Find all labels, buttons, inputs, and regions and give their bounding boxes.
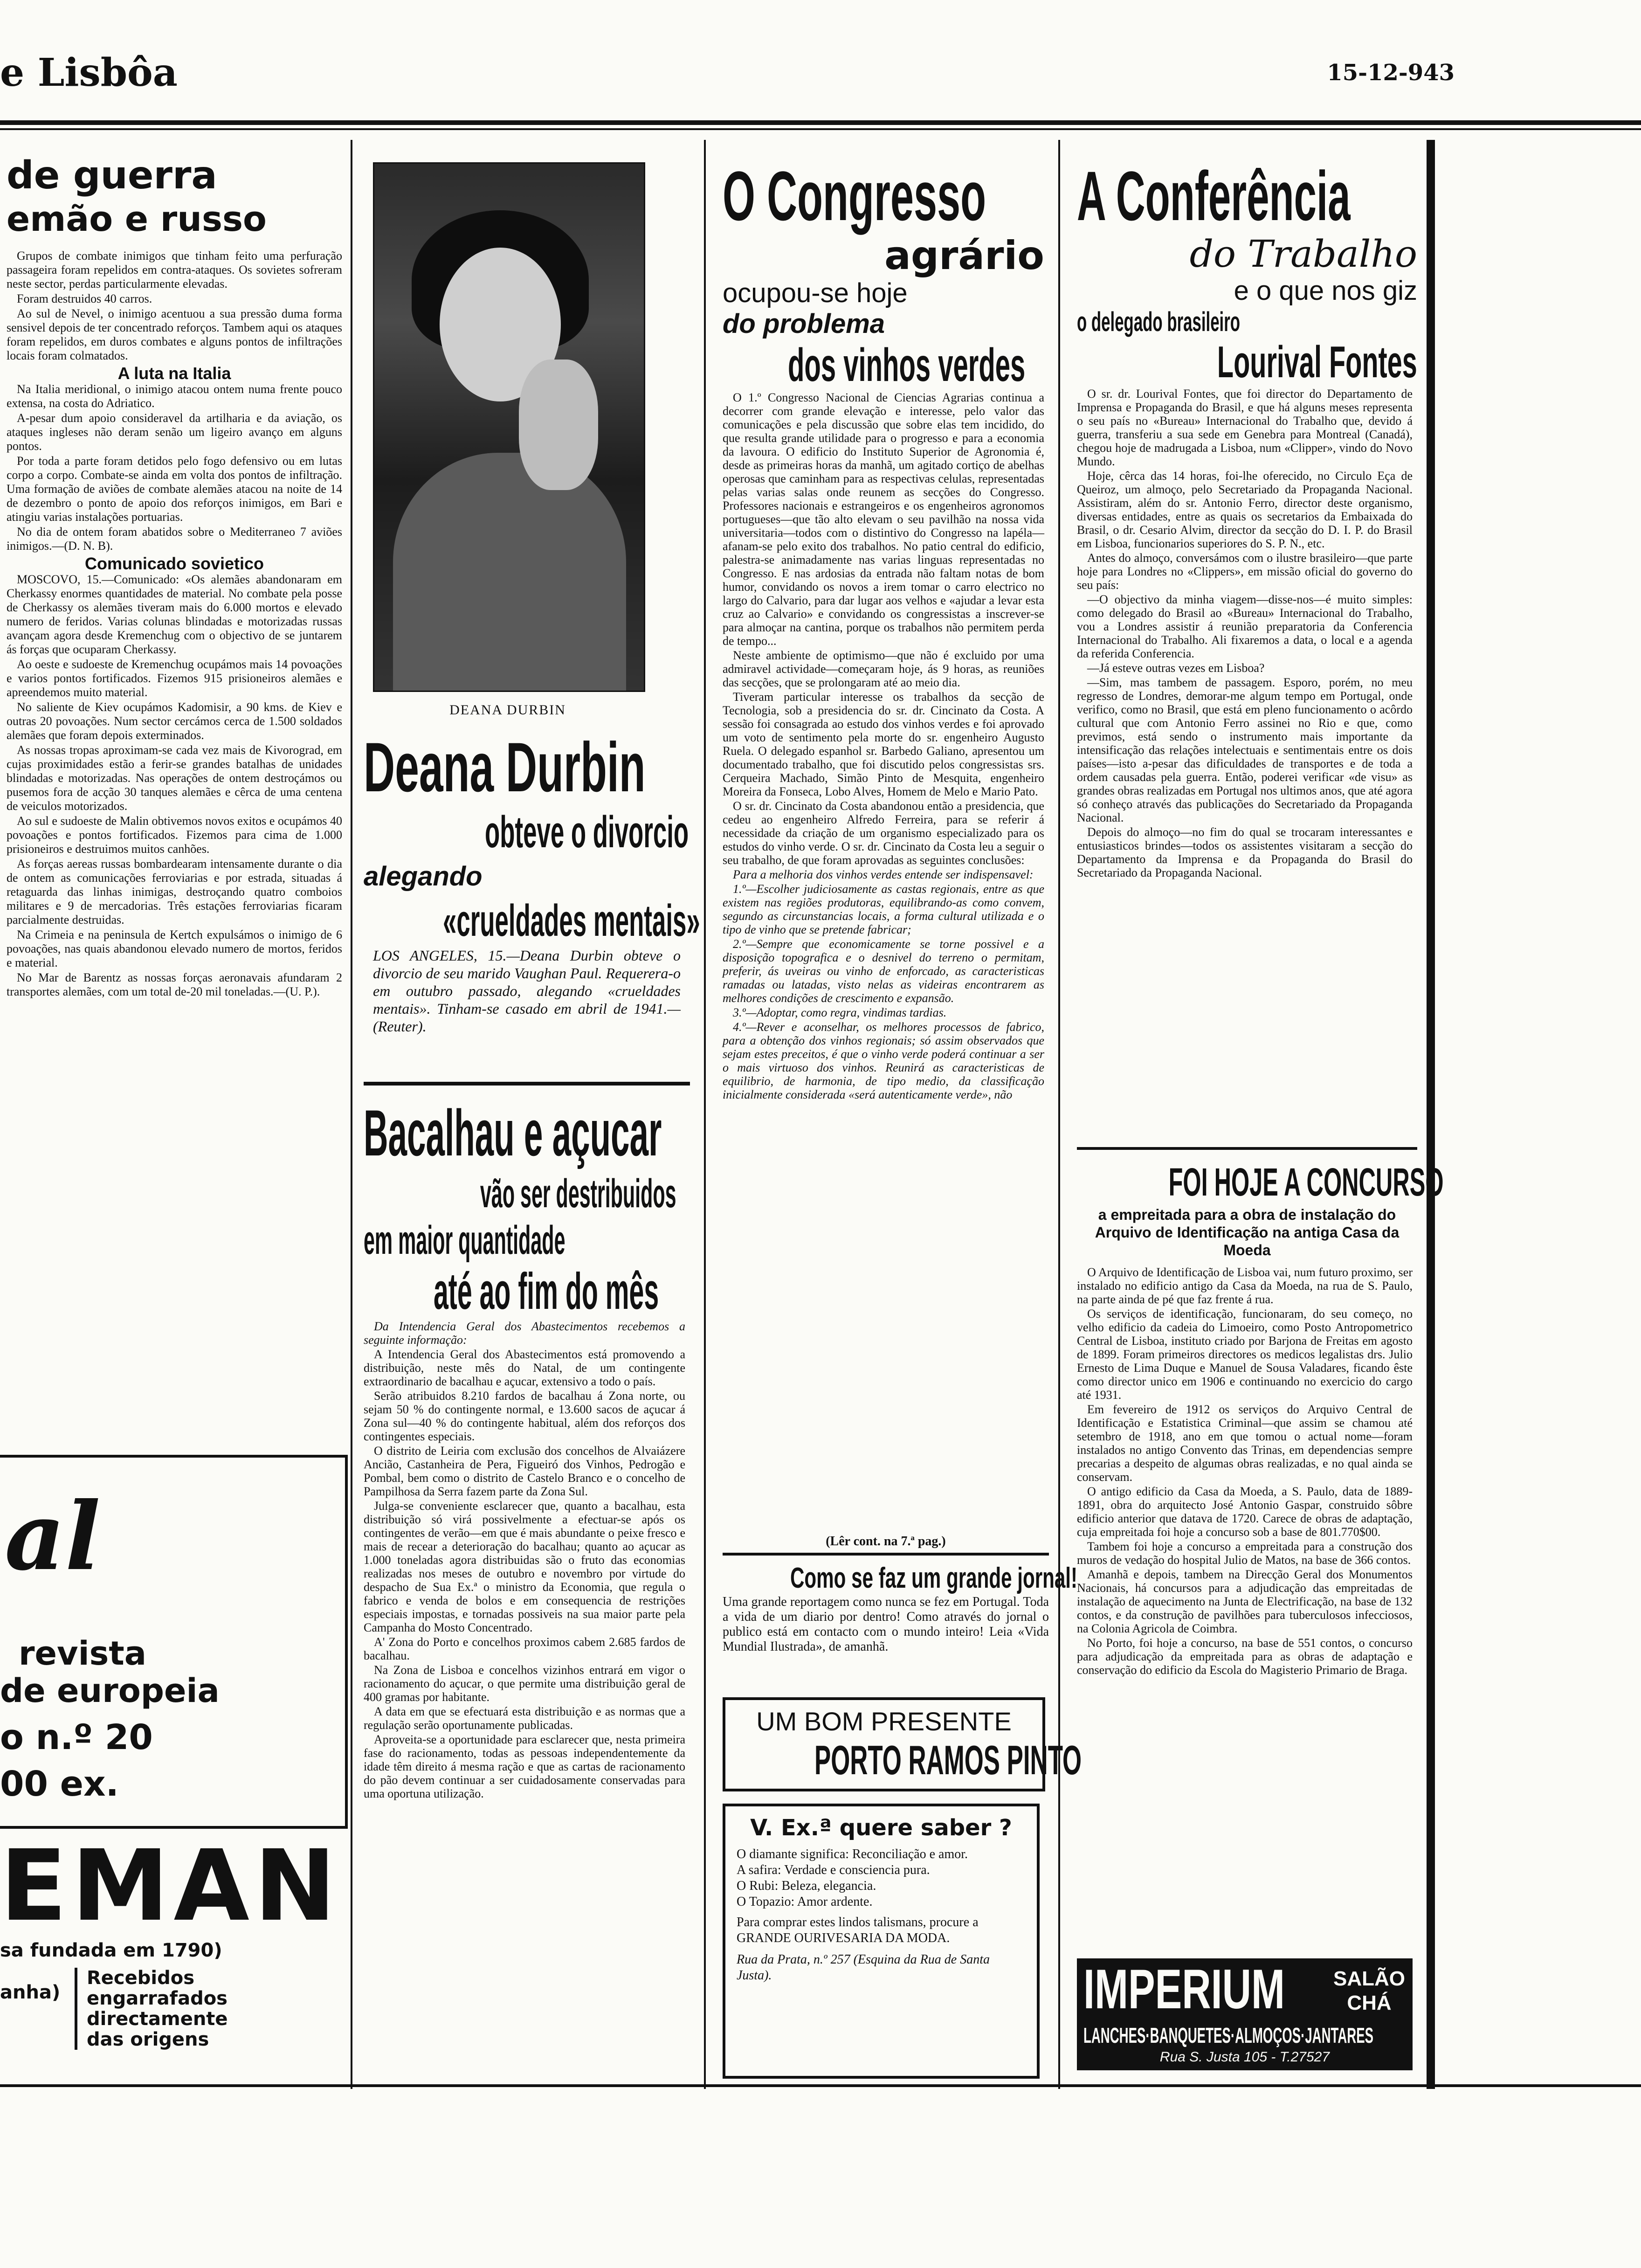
conferencia-para: —Sim, mas tambem de passagem. Esporo, porém, no meu regresso de Londres, demorar-me algum tempo em Portugal, onde verifico, como no Brasil, que está em pleno funcionamento o acôrdo cultural que com Antonio Ferro assinei no Rio e que, como previmos, está sendo o instrumento mais importante da intensificação das relações intelectuais e sentimentais entre os dois países—isto a-pesar das dificuldades de transportes e de toda a ordem causadas pela guerra. Então, poderei verificar «de visu» as grandes obras realizadas em Portugal nos ultimos anos, que até agora só conheço através das publicações do Secretariado da Propaganda Nacional. [1077, 676, 1413, 824]
war-para: Ao oeste e sudoeste de Kremenchug ocupámos mais 14 povoações e varios pontos fortificados. Fizemos 915 prisioneiros alemães e apreendemos muito material. [7, 657, 342, 699]
eman-ad-right-line: directamente [87, 2008, 228, 2030]
war-para: No dia de ontem foram abatidos sobre o Mediterraneo 7 aviões inimigos.—(D. N. B). [7, 525, 342, 553]
bacalhau-para: A' Zona do Porto e concelhos proximos cabem 2.685 fardos de bacalhau. [364, 1635, 685, 1662]
conferencia-sub2: e o que nos giz [1234, 276, 1417, 306]
concurso-para: No Porto, foi hoje a concurso, na base de 551 contos, o concurso para adjudicação da empreitada para as obras de adaptação e conservação do edificio da Escola do Magisterio Primario de Braga. [1077, 1636, 1413, 1677]
imperium-side-line: SALÃO [1333, 1967, 1405, 1990]
war-para: Na Italia meridional, o inimigo atacou ontem numa frente pouco extensa, na costa do Adriatico. [7, 382, 342, 410]
concurso-para: Amanhã e depois, tambem na Direcção Geral dos Monumentos Nacionais, há concursos para a adjudicação das empreitadas de instalação de aquecimento na Junta de Electrificação, na base de 132 contos, e da construção de pavilhões para tuberculosos infecciosos, na Colonia Agricola de Coimbra. [1077, 1568, 1413, 1635]
concurso-sub: a empreitada para a obra de instalação do Arquivo de Identificação na antiga Casa da Moeda [1095, 1206, 1400, 1258]
imperium-services: LANCHES·BANQUETES·ALMOÇOS·JANTARES [1083, 2023, 1374, 2047]
war-para: No Mar de Barentz as nossas forças aeronavais afundaram 2 transportes alemães, com um total de-20 mil toneladas.—(U. P.). [7, 971, 342, 998]
deana-sub2: alegando [364, 861, 483, 892]
revista-ad-logo: al [5, 1482, 101, 1591]
conferencia-sub4: Lourival Fontes [1217, 337, 1417, 387]
congresso-sub1: agrário [884, 233, 1044, 278]
bacalhau-para: A data em que se efectuará esta distribuição e as normas que a regulação serão oportunamente publicadas. [364, 1705, 685, 1732]
deana-durbin-photo [373, 162, 645, 692]
eman-ad-right-line: das origens [87, 2029, 209, 2050]
concurso-para: Os serviços de identificação, funcionaram, do seu começo, no velho edificio da cadeia do Limoeiro, como Posto Antropometrico Central de Lisboa, instituto criado por Barjona de Freitas em agosto de 1899. Foram primeiros directores os medicos legalistas drs. Julio Ernesto de Lima Duque e Manuel de Sousa Valadares, ficando êste como director unico em 1906 e continuando no exercicio do cargo até 1931. [1077, 1307, 1413, 1402]
ourivesaria-address: Rua da Prata, n.º 257 (Esquina da Rua de Santa Justa). [737, 1952, 990, 1983]
concurso-para: Em fevereiro de 1912 os serviços do Arquivo Central de Identificação e Estatistica Criminal—que assim se chamou até setembro de 1918, ano em que tomou o actual nome—foram instalados no antigo Convento das Trinas, em dependencias sempre precarias a despeito de algumas obras realizadas, e no qual ainda se conservam. [1077, 1403, 1413, 1484]
ourivesaria-line: O Topazio: Amor ardente. [737, 1895, 873, 1909]
column-rule [704, 140, 706, 2089]
article-bacalhau [364, 1096, 695, 1801]
ourivesaria-title: V. Ex.ª quere saber ? [750, 1815, 1012, 1841]
promo-body: Uma grande reportagem como nunca se fez em Portugal. Toda a vida de um diario por dentro! Como através do jornal o publico está em contacto com o mundo inteiro! Leia «Vida Mundial Ilustrada», de amanhã. [723, 1595, 1049, 1654]
bacalhau-sub1: vão ser destribuidos [480, 1171, 676, 1216]
bacalhau-para: O distrito de Leiria com exclusão dos concelhos de Alvaiázere Ancião, Castanheira de Pera, Figueiró dos Vinhos, Pedrogão e Pombal, bem como o distrito de Castelo Branco e o concelho de Pampilhosa da Serra fazem parte da Zona Sul. [364, 1444, 685, 1498]
conferencia-sub1: do Trabalho [1189, 232, 1417, 276]
bacalhau-para: A Intendencia Geral dos Abastecimentos está promovendo a distribuição, neste mês do Natal, de um contingente extraordinario de bacalhau e açucar, extensivo a todo o país. [364, 1348, 685, 1388]
ourivesaria-line: O Rubi: Beleza, elegancia. [737, 1879, 876, 1893]
congresso-conclusion: 2.º—Sempre que economicamente se torne possivel e a disposição topografica e o desnivel do terreno o permitam, preferir, ás uveiras ou vinho de enforcado, as caracteristicas ramadas ou latadas, visto nelas as videiras encontrarem as melhores condições de crescimento e expansão. [723, 937, 1044, 1005]
column-rule [351, 140, 352, 2089]
ad-line-2: PORTO RAMOS PINTO [814, 1737, 1082, 1783]
congresso-para: O sr. dr. Cincinato da Costa abandonou então a presidencia, que cedeu ao engenheiro Alfredo Ferreira, para se referir á necessidade da criação de um organismo especializado para os estudos do vinho verde. O sr. dr. Cincinato da Costa leu a seguir o seu trabalho, de que foram aprovadas as seguintes conclusões: [723, 799, 1044, 867]
congresso-para: Tiveram particular interesse os trabalhos da secção de Tecnologia, sob a presidencia do sr. dr. Cincinato da Costa. A sessão foi consagrada ao estudo dos vinhos verdes e foi aprovado um voto de sentimento pela morte do sr. engenheiro Augusto Ruela. O delegado espanhol sr. Barbedo Galiano, apresentou um documentado trabalho, que foi discutido pelos congressistas srs. Cerqueira Machado, Simão Pinto de Mesquita, engenheiro Moreira da Fonseca, Lobo Alves, Homem de Melo e Mario Pato. [723, 690, 1044, 798]
ad-line-1: UM BOM PRESENTE [756, 1707, 1012, 1736]
eman-ad [0, 1829, 345, 2094]
congresso-sub4: dos vinhos verdes [788, 339, 1026, 391]
deana-body: LOS ANGELES, 15.—Deana Durbin obteve o divorcio de seu marido Vaughan Paul. Requerera-o em outubro passado, alegando «crueldades mentais». Tinham-se casado em abril de 1941.—(Reuter). [373, 947, 681, 1035]
congresso-body [723, 391, 1044, 1101]
war-para: Ao sul e sudoeste de Malin obtivemos novos exitos e ocupámos 40 povoações e pontos fortificados. Fizemos para cima de 1.000 prisioneiros e destruimos muitos canhões. [7, 814, 342, 856]
congresso-conclusion: 3.º—Adoptar, como regra, vindimas tardias. [733, 1006, 947, 1019]
congresso-sub2: ocupou-se hoje [723, 278, 908, 308]
bacalhau-sub2: em maior quantidade [364, 1218, 565, 1263]
header-rule [0, 120, 1641, 125]
war-para: No saliente de Kiev ocupámos Kadomisir, a 90 kms. de Kiev e outras 20 povoações. Num sector cercámos cerca de 1.500 soldados alemães que foram depois exterminados. [7, 700, 342, 742]
revista-ad-line: 00 ex. [0, 1764, 119, 1804]
war-para: A-pesar dum apoio consideravel da artilharia e da aviação, os ataques ingleses não deram senão um ligeiro avanço em alguns pontos. [7, 411, 342, 453]
bacalhau-para: Aproveita-se a oportunidade para esclarecer que, nesta primeira fase do racionamento, todas as pessoas independentemente da idade têm direito á mesma ração e que as cartas de racionamento do pão devem continuar a ser cuidadosamente conservadas para uma oportuna utilização. [364, 1733, 685, 1800]
imperium-side-line: CHÁ [1347, 1991, 1392, 2014]
promo-title: Como se faz um grande jornal! [790, 1562, 1078, 1594]
war-para: Grupos de combate inimigos que tinham feito uma perfuração passageira foram repelidos em contra-ataques. Os sovietes sofreram neste sector, perdas particularmente elevadas. [7, 249, 342, 290]
eman-ad-right-line: engarrafados [87, 1988, 228, 2009]
conferencia-body [1077, 387, 1413, 879]
bacalhau-para: Na Zona de Lisboa e concelhos vizinhos entrará em vigor o racionamento do açucar, o que permite uma distribuição geral de 400 gramas por habitante. [364, 1663, 685, 1704]
bacalhau-intro: Da Intendencia Geral dos Abastecimentos recebemos a seguinte informação: [364, 1320, 685, 1347]
war-para: Ao sul de Nevel, o inimigo acentuou a sua pressão duma forma sensivel depois de ter concentrado reforços. Tambem aqui os ataques foram repelidos, em duros combates e alguns pontos de infiltrações locais foram colmatados. [7, 307, 342, 362]
photo-caption: DEANA DURBIN [449, 702, 566, 718]
concurso-body [1077, 1265, 1413, 1677]
imperium-address: Rua S. Justa 105 - T.27527 [1159, 2049, 1330, 2065]
bacalhau-sub3: até ao fim do mês [434, 1263, 659, 1320]
deana-sub1: obteve o divorcio [485, 807, 689, 857]
imperium-side [1333, 1967, 1405, 2015]
right-page-border [1427, 140, 1435, 2089]
concurso-para: O Arquivo de Identificação de Lisboa vai, num futuro proximo, ser instalado no edificio antigo da Casa da Moeda, na rua de S. Paulo, na parte ainda de pé que faz frente á rua. [1077, 1265, 1413, 1306]
congresso-continued: (Lêr cont. na 7.ª pag.) [826, 1534, 946, 1549]
imperium-ad [1077, 1958, 1413, 2070]
header-rule-thin [0, 128, 1641, 130]
newspaper-title: e Lisbôa [0, 50, 178, 95]
ourivesaria-line: Para comprar estes lindos talismans, procure a GRANDE OURIVESARIA DA MODA. [737, 1915, 979, 1945]
article-concurso [1077, 1160, 1444, 1678]
congresso-headline: O Congresso [723, 157, 986, 235]
bacalhau-para: Julga-se conveniente esclarecer que, quanto a bacalhau, esta distribuição só virá possivelmente a efectuar-se após os contingentes de verão—em que é mais abundante o peixe fresco e mais de recear a deterioração do bacalhau; quanto ao açucar as 1.000 toneladas agora distribuidas são o fruto das economias realizadas nos meses de outubro e novembro por virtude do despacho de Sua Ex.ª o ministro da Economia, que regula o fabrico e venda de bolos e em consequencia de restrições especiais impostas, e tornadas possiveis na sua maior parte pela Campanha do Mosto Concentrado. [364, 1499, 685, 1634]
concurso-para: Tambem foi hoje a concurso a empreitada para a construção dos muros de vedação do hospital Julio de Matos, na base de 366 contos. [1077, 1540, 1413, 1567]
deana-bottom-rule [364, 1082, 690, 1086]
imperium-brand: IMPERIUM [1083, 1958, 1285, 2020]
eman-ad-right [75, 1968, 228, 2050]
congresso-conclusion: 4.º—Rever e aconselhar, os melhores processos de fabrico, para a obtenção dos vinhos regionais; só assim observados que sejam estes preceitos, é que o vinho verde poderá continuar a ser o mais virtuoso dos vinhos. Reunirá as caracteristicas de equilibrio, de harmonia, de tipo medio, da classificação inicialmente considerada «será autenticamente verde», não [723, 1020, 1044, 1101]
conferencia-para: Hoje, cêrca das 14 horas, foi-lhe oferecido, no Circulo Eça de Queiroz, um almoço, pelo Secretariado da Propaganda Nacional. Assistiram, além do sr. Antonio Ferro, director deste organismo, diversas entidades, entre as quais os secretarios da Embaixada do Brasil, o dr. Cesario Alvim, director da secção do D. I. P. do Brasil em Lisboa, funcionarios superiores do S. P. N., etc. [1077, 469, 1413, 550]
congresso-conclusion: 1.º—Escolher judiciosamente as castas regionais, entre as que existem nas regiões produtoras, equilibrando-as como convem, segundo as circunstancias locais, a forma cultural utilizada e o tipo de vinho que se pretende fabricar; [723, 882, 1044, 936]
ourivesaria-ad [723, 1804, 1040, 2079]
conferencia-para: —O objectivo da minha viagem—disse-nos—é muito simples: como delegado do Brasil ao «Bureau» Internacional do Trabalho, vou a Londres assistir á reunião preparatoria da Conferencia Internacional do Trabalho. Ali fixaremos a data, o local e a agenda da referida Conferencia. [1077, 593, 1413, 660]
congresso-sub3: do problema [723, 309, 885, 339]
congresso-para: Neste ambiente de optimismo—que não é excluido por uma admiravel actividade—começaram hoje, ás 9 horas, as reuniões das secções, que se prolongaram até ao meio dia. [723, 649, 1044, 689]
revista-ad-line: o n.º 20 [0, 1717, 153, 1757]
revista-ad-line: de europeia [0, 1672, 220, 1710]
bacalhau-body [364, 1320, 685, 1800]
issue-date: 15-12-943 [1327, 60, 1455, 86]
deana-headline: Deana Durbin [364, 728, 646, 806]
concurso-para: O antigo edificio da Casa da Moeda, a S. Paulo, data de 1889-1891, obra do arquitecto José Antonio Gaspar, construido sôbre edificio anterior que datava de 1720. Carece de obras de adaptação, cuja empreitada foi hoje a concurso sob a base de 801.770$00. [1077, 1485, 1413, 1539]
eman-ad-founded: sa fundada em 1790) [0, 1940, 222, 1961]
conferencia-para: O sr. dr. Lourival Fontes, que foi director do Departamento de Imprensa e Propaganda do Brasil, e que há alguns meses representa o seu país no «Bureau» Internacional do Trabalho que, devido á guerra, transferiu a sua sede em Genebra para Montreal (Canadá), chegou hoje de madrugada a Lisboa, num «Clipper», vindo do Novo Mundo. [1077, 387, 1413, 468]
ourivesaria-line: A safira: Verdade e consciencia pura. [737, 1863, 930, 1877]
article-congresso [723, 159, 1049, 1102]
war-para: As nossas tropas aproximam-se cada vez mais de Kivorograd, em cujas proximidades estão a ferir-se grandes batalhas de unidades blindadas e motorizadas. Nas operações de ontem destroçámos ou pusemos fora de acção 30 tanques alemães e cêrca de uma centena de veiculos motorizados. [7, 743, 342, 813]
conferencia-sub3: o delegado brasileiro [1077, 307, 1241, 337]
war-para: MOSCOVO, 15.—Comunicado: «Os alemães abandonaram em Cherkassy enormes quantidades de material. No combate pela posse de Cherkassy os alemães tiveram mais do 6.000 mortos e elevado numero de feridos. Varias colunas blindadas e motorizadas russas avançam agora desde Kremenchug com o objectivo de se juntarem ás forças que ocuparam Cherkassy. [7, 573, 342, 656]
war-para: As forças aereas russas bombardearam intensamente durante o dia de ontem as comunicações ferroviarias e por estrada, situadas á retaguarda das linhas inimigas, destroçando quatro comboios militares e 9 de mercadorias. Três estações ferroviarias ficaram parcialmente destruidas. [7, 857, 342, 927]
column-rule [1058, 140, 1060, 2089]
war-para: Na Crimeia e na peninsula de Kertch expulsámos o inimigo de 6 povoações, nas quais abandonou elevado numero de mortos, feridos e material. [7, 928, 342, 969]
ramos-pinto-ad [723, 1697, 1082, 1791]
section-rule [723, 1553, 1049, 1556]
conferencia-para: Depois do almoço—no fim do qual se trocaram interessantes e entusiasticos brindes—todos os assistentes visitaram a secção do Departamento da Imprensa e da Propaganda do Brasil do Secretariado da Propaganda Nacional. [1077, 825, 1413, 879]
eman-ad-brand: EMAN [0, 1829, 341, 1943]
conferencia-headline: A Conferência [1077, 157, 1351, 235]
congresso-para: O 1.º Congresso Nacional de Ciencias Agrarias continua a decorrer com grande elevação e interesse, pelo valor das comunicações e pela discussão que sobre elas tem incidido, do que resulta grande utilidade para o progresso e para a economia da lavoura. O edificio do Instituto Superior de Agronomia é, desde as primeiras horas da manhã, um agitado cortiço de abelhas operosas que caminham para as respectivas celulas, representadas pelas varias salas onde reunem as secções do Congresso. Professores nacionais e estrangeiros e os engenheiros agronomos portugueses—que tão alto elevam o seu pavilhão na nossa vida universitaria—todos com o distintivo do Congresso na lapéla—afanam-se pelo exito dos trabalhos. No patio central do edificio, palestra-se animadamente nas varias linguas representadas no Congresso. E nas ardosias da entrada não faltam notas de bom humor, convidando os novos a irem tomar o carro electrico no largo do Calvario, para dar lugar aos velhos e «ajudar a levar esta cruz ao Calvario» e convidando os congressistas a inscrever-se para almoçar na cantina, porque os trabalhos não permitem perda de tempo... [723, 391, 1044, 648]
column-war-news [7, 154, 342, 1000]
photo-body [393, 453, 626, 692]
article-conferencia [1077, 159, 1417, 880]
bacalhau-para: Serão atribuidos 8.210 fardos de bacalhau á Zona norte, ou sejam 50 % do contingente normal, e 13.600 sacos de açucar á Zona sul—40 % do contingente habitual, além dos reforços dos contingentes especiais. [364, 1389, 685, 1443]
congresso-conclusion: Para a melhoria dos vinhos verdes entende ser indispensavel: [733, 868, 1034, 881]
revista-ad-line: revista [19, 1634, 146, 1673]
subhead-italia: A luta na Italia [117, 364, 231, 383]
promo-box [723, 1562, 1078, 1654]
concurso-title: FOI HOJE A CONCURSO [1168, 1160, 1444, 1204]
photo-hand [519, 360, 598, 490]
conferencia-para: —Já esteve outras vezes em Lisboa? [1087, 661, 1265, 675]
revista-ad [0, 1455, 348, 1829]
section-rule [1077, 1147, 1417, 1150]
deana-sub3: «crueldades mentais» [443, 896, 700, 946]
eman-ad-right-line: Recebidos [87, 1967, 195, 1989]
bacalhau-headline: Bacalhau e açucar [364, 1096, 662, 1169]
ourivesaria-body [737, 1846, 1026, 1984]
war-para: Foram destruidos 40 carros. [17, 292, 152, 305]
war-para: Por toda a parte foram detidos pelo fogo defensivo ou em lutas corpo a corpo. Combate-se ainda em volta dos pontos de infiltração. Uma formação de aviões de combate alemães atacou na noite de 14 de dezembro o ponto de apoio dos reforços inimigos, em Bari e atingiu varias instalações portuarias. [7, 454, 342, 524]
subhead-comunicado: Comunicado sovietico [84, 554, 264, 573]
footer-rule [0, 2084, 1641, 2087]
conferencia-para: Antes do almoço, conversámos com o ilustre brasileiro—que parte hoje para Londres no «Clippers», em missão oficial do governo do seu país: [1077, 551, 1413, 592]
ourivesaria-line: O diamante significa: Reconciliação e amor. [737, 1847, 968, 1861]
war-headline-2: emão e russo [7, 199, 267, 239]
eman-ad-left: anha) [0, 1982, 61, 2003]
war-headline-1: de guerra [7, 153, 217, 198]
